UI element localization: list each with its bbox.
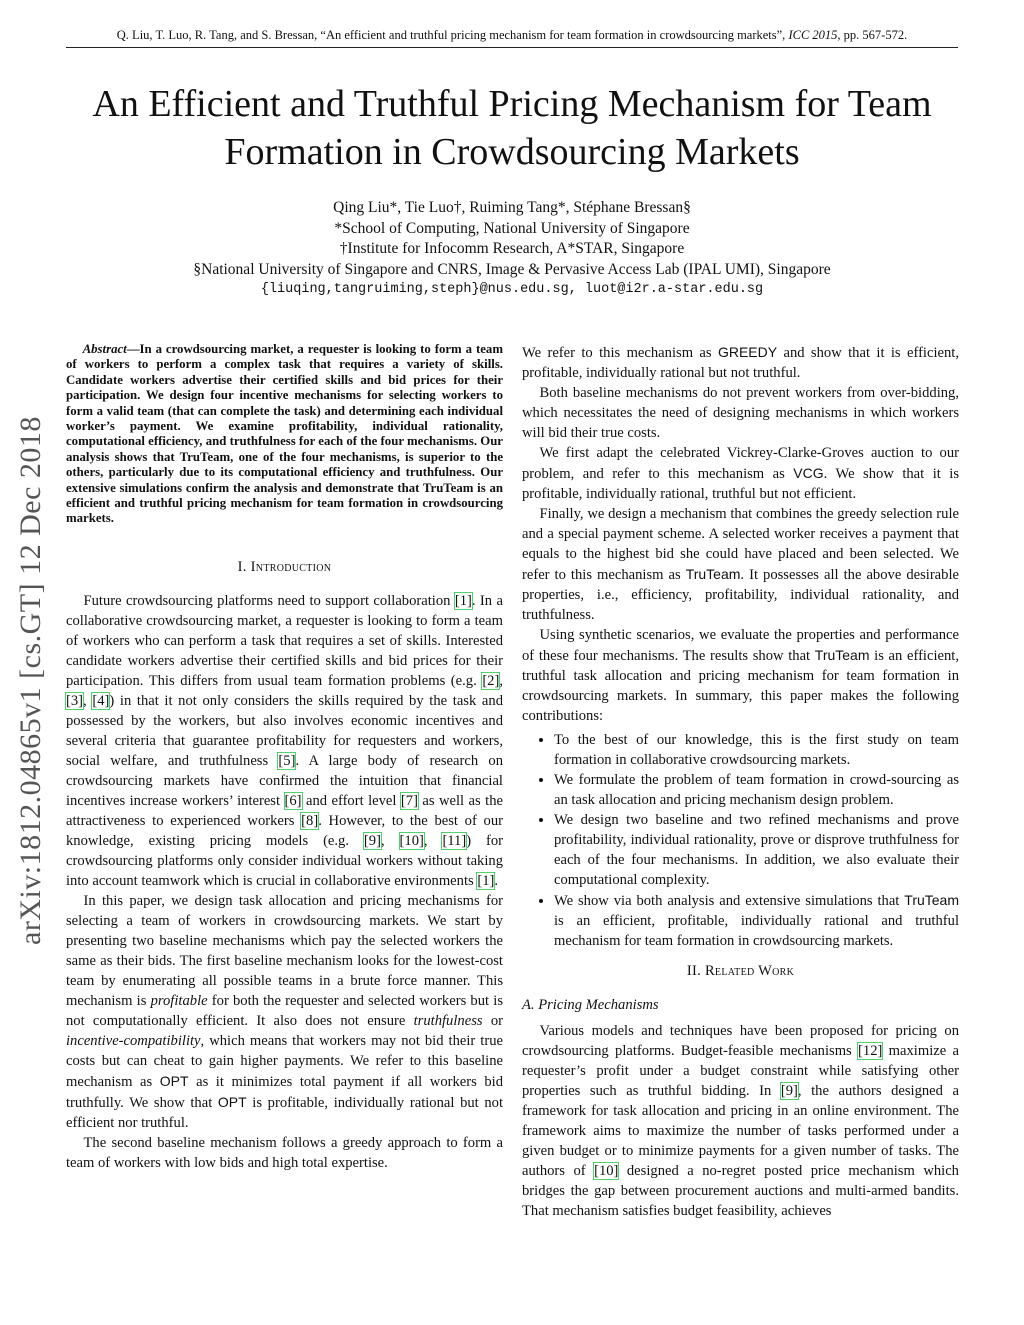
list-item: • We formulate the problem of team formation in crowd-sourcing as an task allocation and pricing mechanism design problem.: [554, 770, 959, 810]
intro-paragraph-4: We refer to this mechanism as GREEDY and show that it is efficient, profitable, individually rational but not truthful.: [522, 344, 959, 381]
arxiv-stamp: arXiv:1812.04865v1 [cs.GT] 12 Dec 2018: [14, 416, 47, 945]
abstract-text: —In a crowdsourcing market, a requester is looking to form a team of workers to perform a complex task that requires a variety of skills. Candidate workers advertise their certified skills and bid prices for their participation. We design four incentive mechanisms for selecting workers to form a valid team (that can complete the task) and determining each individual worker’s payment. We examine profitability, individual rationality, computational efficiency, and truthfulness for each of the four mechanisms. Our analysis shows that TruTeam, one of the four mechanisms, is superior to the others, particularly due to its computational efficiency and truthfulness. Our extensive simulations confirm the analysis and demonstrate that TruTeam is an efficient and truthful pricing mechanism for team formation in crowdsourcing markets.: [66, 342, 503, 526]
intro-paragraph-1: Future crowdsourcing platforms need to support collaboration [1]. In a collaborative crowdsourcing market, a requester is looking to form a team of workers who can perform a task that requires a set of skills. Interested candidate workers advertise their certified skills and bid prices for their participation. This differs from usual team formation problems (e.g. [2], [3], [4]) in that it not only considers the skills required by the task and possessed by the workers, but also involves economic incentives and several criteria that guarantee profitability for requesters and workers, social welfare, and truthfulness [5]. A large body of research on crowdsourcing markets have confirmed the intuition that financial incentives increase workers’ interest [6] and effort level [7] as well as the attractiveness to experienced workers [8]. However, to the best of our knowledge, existing pricing models (e.g. [9], [10], [11]) for crowdsourcing platforms only consider individual workers without taking into account teamwork which is crucial in collaborative environments [1].: [66, 592, 504, 889]
list-item: • We design two baseline and two refined mechanisms and prove profitability, individual rationality, prove or disprove truthfulness for each of the four mechanisms. In addition, we also evaluate their computational complexity.: [554, 810, 959, 890]
author-emails: {liuqing,tangruiming,steph}@nus.edu.sg, luot@i2r.a-star.edu.sg: [260, 282, 764, 297]
citation-pages: , pp. 567-572.: [837, 28, 908, 42]
related-paragraph-1: Various models and techniques have been proposed for pricing on crowdsourcing platforms. Budget-feasible mechanisms [12] maximize a requester’s profit under a budget constraint while satisfying other properties such as truthful bidding. In [9], the authors designed a framework for task allocation and pricing in an online environment. The framework aims to maximize the number of tasks performed under a given budget or to minimize payments for a given number of tasks. The authors of [10] designed a no-regret posted price mechanism which bridges the gap between procurement auctions and multi-armed bandits. That mechanism satisfies budget feasibility, achieves: [522, 1023, 959, 1219]
citation-header: [66, 28, 958, 48]
citation-link[interactable]: [8]: [301, 812, 319, 829]
left-column: [66, 342, 503, 1173]
citation-link[interactable]: [2]: [482, 672, 500, 689]
mechanism-name: TruTeam: [685, 566, 741, 582]
section-title: Introduction: [250, 558, 332, 575]
section-heading-related-work: [522, 961, 959, 981]
paper-title: An Efficient and Truthful Pricing Mechanism for Team Formation in Crowdsourcing Markets: [92, 83, 932, 173]
abstract-label: Abstract: [82, 342, 127, 356]
list-item: • To the best of our knowledge, this is the first study on team formation in collaborative crowdsourcing markets.: [554, 730, 959, 770]
mechanism-name: OPT: [217, 1093, 247, 1110]
intro-paragraph-5: Both baseline mechanisms do not prevent workers from over-bidding, which necessitates the need of designing mechanisms in which workers will bid their true costs.: [522, 385, 959, 441]
mechanism-name: GREEDY: [717, 344, 778, 360]
intro-paragraph-8: Using synthetic scenarios, we evaluate the properties and performance of these four mechanisms. The results show that TruTeam is an efficient, truthful task allocation and pricing mechanism for team formation in crowdsourcing markets. In summary, this paper makes the following contributions:: [522, 627, 959, 724]
citation-link[interactable]: [9]: [780, 1083, 798, 1099]
citation-link[interactable]: [10]: [399, 832, 424, 849]
citation-link[interactable]: [6]: [284, 792, 302, 809]
right-column: [522, 342, 959, 1221]
citation-link[interactable]: [7]: [400, 792, 418, 809]
affiliation-1: *School of Computing, National University of Singapore: [334, 219, 690, 237]
intro-paragraph-6: We first adapt the celebrated Vickrey-Clarke-Groves auction to our problem, and refer to this mechanism as VCG. We show that it is profitable, individually rational, truthful but not efficient.: [522, 445, 960, 502]
author-names: Qing Liu*, Tie Luo†, Ruiming Tang*, Stéphane Bressan§: [333, 199, 691, 216]
affiliation-2: †Institute for Infocomm Research, A*STAR, Singapore: [339, 240, 685, 257]
citation-link[interactable]: [3]: [66, 692, 84, 709]
section-heading-introduction: [66, 557, 503, 577]
mechanism-name: VCG: [793, 465, 824, 481]
citation-venue: ICC 2015: [788, 28, 838, 42]
mechanism-name: TruTeam: [814, 647, 870, 663]
affiliation-3: §National University of Singapore and CNRS, Image & Pervasive Access Lab (IPAL UMI), Singapore: [193, 260, 831, 278]
intro-paragraph-3: The second baseline mechanism follows a greedy approach to form a team of workers with low bids and high total expertise.: [66, 1134, 503, 1171]
author-block: [60, 198, 964, 301]
list-item: • We show via both analysis and extensive simulations that TruTeam is an efficient, profitable, individually rational and truthful mechanism for team formation in crowdsourcing markets.: [554, 890, 959, 951]
citation-link[interactable]: [1]: [454, 592, 472, 609]
citation-link[interactable]: [1]: [477, 872, 495, 889]
intro-paragraph-7: Finally, we design a mechanism that combines the greedy selection rule and a special payment scheme. A selected worker receives a payment that equals to the highest bid she could have placed and been selected. We refer to this mechanism as TruTeam. It possesses all the above desirable properties, i.e., efficiency, profitability, individual rationality, and truthfulness.: [522, 506, 959, 623]
section-title: Related Work: [704, 963, 795, 979]
intro-paragraph-2: In this paper, we design task allocation and pricing mechanisms for selecting a team of workers in crowdsourcing markets. We start by presenting two baseline mechanisms which pay the selected workers the same as their bids. The first baseline mechanism looks for the lowest-cost team by enumerating all possible teams in a brute force manner. This mechanism is profitable for both the requester and selected workers but is not computationally efficient. It also does not ensure truthfulness or incentive-compatibility, which means that workers may not bid their true costs but can cheat to gain higher payments. We refer to this baseline mechanism as OPT as it minimizes total payment if all workers bid truthfully. We show that OPT is profitable, individually rational but not efficient nor truthful.: [66, 892, 503, 1131]
mechanism-name: OPT: [159, 1072, 189, 1089]
citation-text: Q. Liu, T. Luo, R. Tang, and S. Bressan, “An efficient and truthful pricing mechanism for team formation in crowdsourcing markets”,: [116, 28, 786, 42]
citation-link[interactable]: [10]: [594, 1163, 619, 1179]
citation-link[interactable]: [5]: [278, 752, 296, 769]
citation-link[interactable]: [12]: [858, 1043, 883, 1059]
citation-link[interactable]: [4]: [92, 692, 110, 709]
subsection-heading: A. Pricing Mechanisms: [522, 997, 659, 1013]
section-number: II.: [686, 963, 702, 979]
section-number: I.: [237, 558, 247, 575]
contributions-list: [522, 730, 959, 951]
citation-link[interactable]: [9]: [363, 832, 381, 849]
mechanism-name: TruTeam: [904, 892, 959, 908]
abstract: [66, 342, 503, 527]
citation-link[interactable]: [11]: [442, 832, 467, 849]
